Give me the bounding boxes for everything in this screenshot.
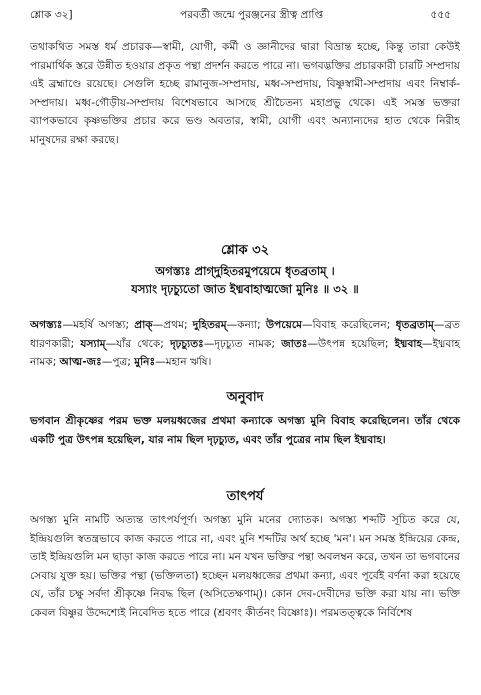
verse-title: শ্লোক ৩২	[220, 243, 270, 258]
synonym-meaning: —যাঁর থেকে;	[105, 337, 171, 350]
synonym-word: দুহিতরম্	[192, 319, 227, 331]
translation-text: ভগবান শ্রীকৃষ্ণের পরম ভক্ত মলয়ধ্বজের প্রথমা কন্যাকে অগস্ত্য মুনি বিবাহ করেছিলেন। তাঁর থেকে একটি পুত্র উৎপন্ন হয়েছিল, যার নাম ছিল দৃঢ়চ্যুত, এবং তাঁর পুত্রের নাম ছিল ইধ্মবাহ।	[30, 415, 460, 446]
verse-line-2: যস্যাং দৃঢ়চ্যুতো জাত ইধ্মবাহাত্মজো মুনিঃ ॥ ৩২ ॥	[131, 282, 359, 296]
verse-line-1: অগস্ত্যঃ প্রাগ্‌দুহিতরমুপয়েমে ধৃতব্রতাম্‌ ।	[155, 264, 335, 278]
synonym-word: ইধ্মবাহ	[394, 337, 423, 350]
synonym-meaning: —বিবাহ করেছিলেন;	[302, 319, 396, 331]
synonym-word: মুনিঃ	[134, 356, 156, 369]
synonym-word: ধৃতব্রতাম্	[395, 319, 434, 331]
synonym-meaning: —উৎপন্ন হয়েছিল;	[307, 337, 395, 350]
synonym-meaning: —মহর্ষি অগস্ত্য;	[62, 319, 135, 331]
synonym-word: প্রাক্	[134, 319, 153, 331]
sanskrit-verse	[30, 262, 460, 298]
page-number: ৫৫৫	[430, 8, 451, 21]
synonym-word: আত্ম-জঃ	[59, 356, 102, 369]
header-verse-ref: শ্লোক ৩২]	[30, 8, 73, 21]
synonym-word: জাতঃ	[281, 337, 308, 350]
synonym-word: উপয়েমে	[265, 319, 303, 331]
translation-heading: অনুবাদ	[226, 390, 264, 405]
synonym-word: অগস্ত্যঃ	[30, 319, 63, 331]
synonym-word: যস্যাম্	[80, 337, 106, 350]
synonym-word: দৃঢ়চ্যুতঃ	[170, 337, 204, 350]
purport-heading: তাৎপর্য	[226, 489, 264, 504]
synonym-meaning: —প্রথম;	[152, 319, 193, 331]
synonym-meaning: —ইধ্মবাহ নামক;	[30, 337, 460, 369]
header-chapter-title: পরবর্তী জন্মে পুরঞ্জনের স্ত্রীত্ব প্রাপ্তি	[180, 8, 324, 21]
synonym-meaning: —দৃঢ়চ্যুত নামক;	[203, 337, 282, 350]
running-header	[30, 8, 451, 24]
intro-paragraph: তথাকথিত সমস্ত ধর্ম প্রচারক—স্বামী, যোগী, কর্মী ও জ্ঞানীদের দ্বারা বিভ্রান্ত হচ্ছে, কিন্তু তারা কেউই পারমার্থিক স্তরে উন্নীত হওয়ার প্রকৃত পন্থা প্রদর্শন করতে পারে না। ভগবদ্ভক্তির প্রচারকারী চারটি সম্প্রদায় এই ব্রহ্মাণ্ডে রয়েছে। সেগুলি হচ্ছে রামানুজ-সম্প্রদায়, মধ্ব-সম্প্রদায়, বিষ্ণুস্বামী-সম্প্রদায় এবং নিম্বার্ক-সম্প্রদায়। মধ্ব-গৌড়ীয়-সম্প্রদায় বিশেষভাবে আসছে শ্রীচৈতন্য মহাপ্রভু থেকে। এই সমস্ত ভক্তরা ব্যাপকভাবে কৃষ্ণভক্তির প্রচার করে ভণ্ড অবতার, স্বামী, যোগী এবং অন্যান্যদের হাত থেকে নিরীহ মানুষদের রক্ষা করছে।	[30, 41, 460, 146]
synonym-meaning: —মহান ঋষি।	[155, 356, 212, 369]
synonym-meaning: —ব্রত ধারণকারী;	[30, 319, 460, 350]
purport-text: অগস্ত্য মুনি নামটি অত্যন্ত তাৎপর্যপূর্ণ। অগস্ত্য মুনি মনের দ্যোতক। অগস্ত্য শব্দটি সূচিত করে যে, ইন্দ্রিয়গুলি স্বতন্ত্রভাবে কাজ করতে পারে না, এবং মুনি শব্দটির অর্থ হচ্ছে 'মন'। মন সমস্ত ইন্দ্রিয়ের কেন্দ্র, তাই ইন্দ্রিয়গুলি মন ছাড়া কাজ করতে পারে না। মন যখন ভক্তির পন্থা অবলম্বন করে, তখন তা ভগবানের সেবায় যুক্ত হয়। ভক্তির পন্থা (ভক্তিলতা) হচ্ছেন মলয়ধ্বজের প্রথমা কন্যা, এবং পূর্বেই বর্ণনা করা হয়েছে যে, তাঁর চক্ষু সর্বদা শ্রীকৃষ্ণে নিবদ্ধ ছিল (অসিতেক্ষণাম্)। কোন দেব-দেবীদের ভক্তি করা যায় না। ভক্তি কেবল বিষ্ণুর উদ্দেশ্যেই নিবেদিত হতে পারে (শ্রবণং কীর্তনং বিষ্ণোঃ)। পরমতত্ত্বকে নির্বিশেষ	[30, 514, 460, 619]
word-for-word-synonyms	[30, 316, 460, 372]
synonym-meaning: —পুত্র;	[101, 356, 135, 369]
synonym-meaning: —কন্যা;	[226, 319, 266, 331]
